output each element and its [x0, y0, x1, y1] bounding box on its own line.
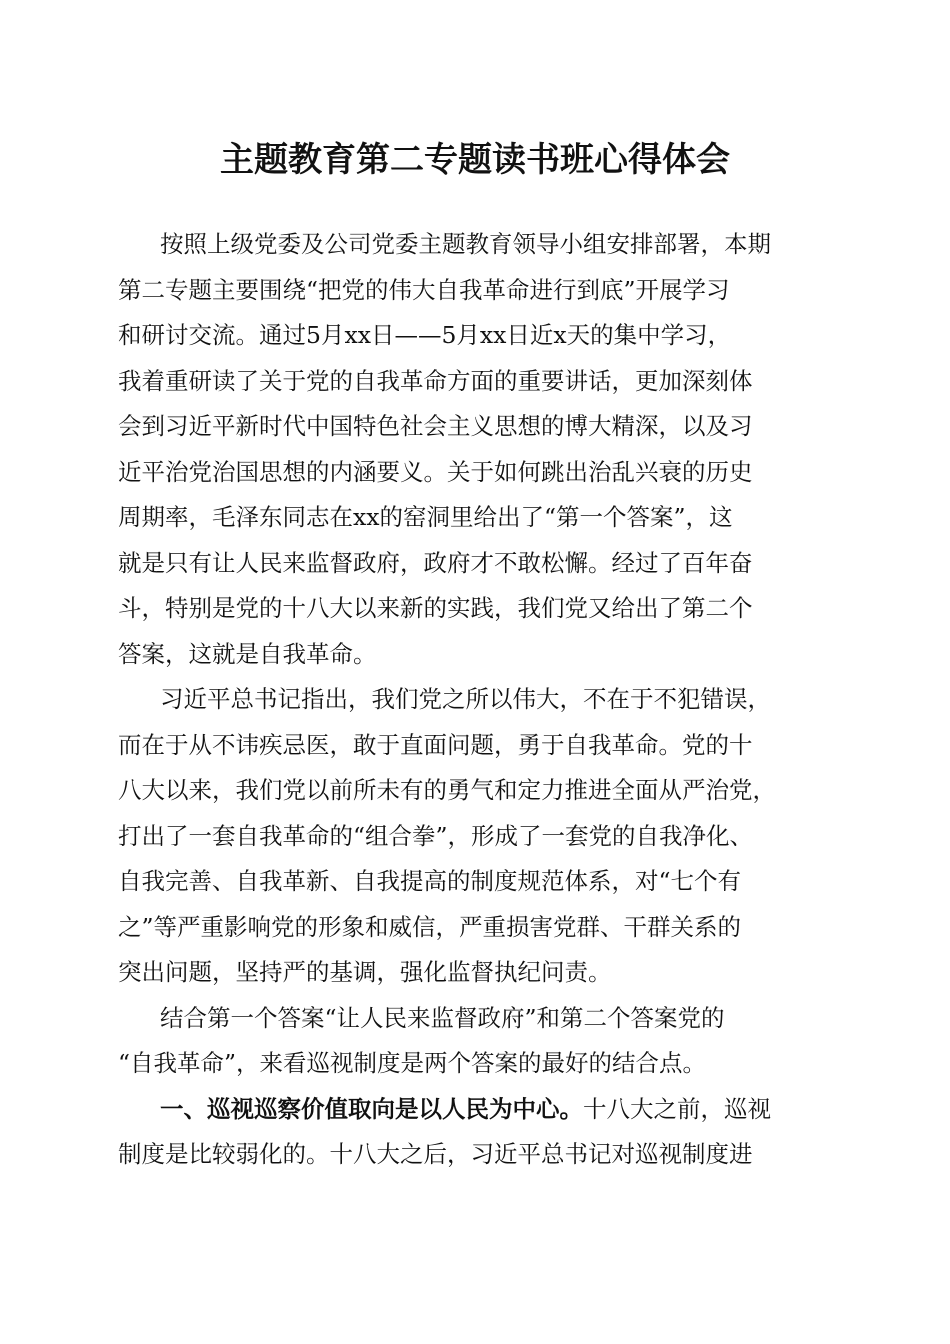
paragraph-1: [118, 222, 836, 677]
text-line: 制度是比较弱化的。十八大之后，习近平总书记对巡视制度进: [118, 1140, 753, 1168]
document-body: [118, 222, 836, 1178]
text-line: 按照上级党委及公司党委主题教育领导小组安排部署，本期: [160, 230, 771, 258]
text-line: 而在于从不讳疾忌医，敢于直面问题，勇于自我革命。党的十: [118, 730, 753, 759]
text-line: 第二专题主要围绕“把党的伟大自我革命进行到底”开展学习: [118, 275, 730, 304]
text-line: 斗，特别是党的十八大以来新的实践，我们党又给出了第二个: [118, 594, 753, 622]
text-line: [118, 1087, 836, 1133]
text-line: 周期率，毛泽东同志在xx的窑洞里给出了“第一个答案”，这: [118, 503, 733, 531]
text-line: 就是只有让人民来监督政府，政府才不敢松懈。经过了百年奋: [118, 548, 753, 577]
paragraph-4: [118, 1087, 836, 1178]
text-line: 结合第一个答案“让人民来监督政府”和第二个答案党的: [160, 1003, 725, 1032]
text-line: 我着重研读了关于党的自我革命方面的重要讲话，更加深刻体: [118, 366, 753, 395]
text-line: 自我完善、自我革新、自我提高的制度规范体系，对“七个有: [118, 867, 742, 895]
text-line: 习近平总书记指出，我们党之所以伟大，不在于不犯错误，: [160, 685, 771, 713]
text-line: 近平治党治国思想的内涵要义。关于如何跳出治乱兴衰的历史: [118, 457, 753, 486]
text-line: 打出了一套自我革命的“组合拳”，形成了一套党的自我净化、: [118, 821, 754, 850]
text-line: 八大以来，我们党以前所未有的勇气和定力推进全面从严治党，: [118, 776, 776, 804]
text-line: 之”等严重影响党的形象和威信，严重损害党群、干群关系的: [118, 912, 742, 941]
text-line: “自我革命”，来看巡视制度是两个答案的最好的结合点。: [118, 1049, 707, 1077]
text-line: 和研讨交流。通过5月xx日——5月xx日近x天的集中学习，: [118, 321, 732, 349]
paragraph-3: [118, 996, 836, 1087]
text-line: 答案，这就是自我革命。: [118, 639, 377, 668]
paragraph-2: [118, 677, 836, 996]
text-line: 突出问题，坚持严的基调，强化监督执纪问责。: [118, 958, 612, 986]
text-line: 会到习近平新时代中国特色社会主义思想的博大精深，以及习: [118, 412, 753, 440]
document-title: 主题教育第二专题读书班心得体会: [220, 140, 730, 180]
section-heading: 一、巡视巡察价值取向是以人民为中心。: [160, 1094, 583, 1123]
section-heading-tail: 十八大之前，巡视: [583, 1094, 771, 1123]
